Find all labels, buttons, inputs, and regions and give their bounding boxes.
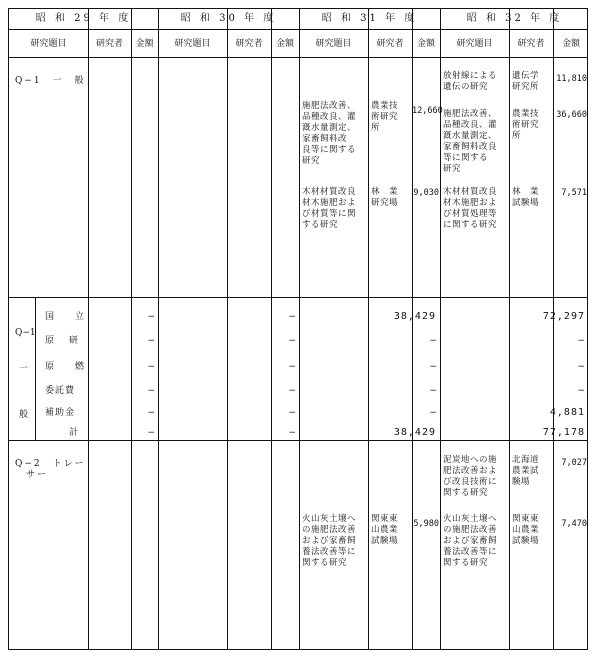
amount: 5,980 (413, 519, 439, 529)
amount: − (288, 312, 296, 322)
research-topic: 木材材質改良 材木施肥およ び材質処理等 に関する研究 (443, 187, 498, 230)
col-header-amount: 金額 (416, 39, 435, 49)
col-divider (131, 9, 132, 649)
amount: 7,571 (561, 188, 587, 198)
amount: − (147, 312, 155, 322)
col-header-researcher: 研究者 (376, 39, 404, 49)
col-header-amount: 金額 (561, 39, 580, 49)
year-header: 昭 和 29 年 度 (35, 13, 132, 24)
col-divider (227, 9, 228, 649)
research-topic: 木材材質改良 材木施肥およ び材質等に関 する研究 (302, 187, 357, 230)
researcher: 農業技 術研究 所 (512, 109, 540, 141)
research-topic: 泥炭地への施 肥法改善およ び改良技術に 関する研究 (443, 455, 498, 498)
researcher: 北海道 農業試 験場 (512, 455, 540, 487)
side-label: Q−1 (15, 328, 36, 338)
section-divider (9, 440, 587, 441)
col-header-topic: 研究題目 (456, 39, 493, 49)
amount: 11,810 (556, 74, 587, 84)
row-label: 委託費 (45, 386, 76, 396)
col-header-topic: 研究題目 (30, 39, 67, 49)
amount: 9,030 (413, 188, 439, 198)
amount: − (147, 336, 155, 346)
researcher: 林 業 試験場 (512, 187, 540, 208)
side-label: 般 (19, 410, 29, 420)
amount: 7,027 (561, 458, 587, 468)
row-label: 国 立 (45, 312, 91, 322)
year-header: 昭 和 32 年 度 (466, 13, 563, 24)
amount: − (288, 408, 296, 418)
research-topic: 施肥法改善、 品種改良、灌 漑水量測定、 家畜飼料改 良等に関する 研究 (302, 101, 357, 166)
research-topic: 施肥法改善、 品種改良、灌 漑水量測定、 家畜飼料改良 等に関する 研究 (443, 109, 498, 174)
section-label: Q−1 一 般 (15, 76, 86, 86)
amount: − (147, 408, 155, 418)
year-divider (440, 9, 441, 649)
amount: − (288, 428, 296, 438)
researcher: 林 業 研究場 (371, 187, 399, 208)
col-header-amount: 金額 (275, 39, 294, 49)
year-header: 昭 和 31 年 度 (321, 13, 418, 24)
side-label: 一 (19, 364, 29, 374)
col-divider (368, 9, 369, 649)
col-header-researcher: 研究者 (517, 39, 545, 49)
col-header-topic: 研究題目 (174, 39, 211, 49)
col-divider (88, 9, 89, 649)
amount: 77,178 (542, 427, 585, 438)
col-header-researcher: 研究者 (95, 39, 123, 49)
amount: − (288, 362, 296, 372)
researcher: 関東東 山農業 試験場 (512, 514, 540, 546)
amount: − (577, 386, 585, 396)
col-divider (271, 9, 272, 649)
amount: − (429, 336, 437, 346)
amount: − (577, 336, 585, 346)
amount: − (577, 362, 585, 372)
amount: 38,429 (393, 311, 436, 322)
year-divider (299, 9, 300, 649)
row-label: 原 燃 (45, 362, 91, 372)
section-divider (9, 297, 587, 298)
header-bottom (9, 57, 587, 58)
amount: − (288, 386, 296, 396)
amount: 36,660 (556, 110, 587, 120)
amount: − (147, 386, 155, 396)
research-topic: 火山灰土壌へ の施肥法改善 および家畜飼 養法改善等に 関する研究 (302, 514, 357, 568)
row-label: 補助金 (45, 408, 76, 418)
col-header-researcher: 研究者 (235, 39, 263, 49)
amount: − (147, 362, 155, 372)
amount: 4,881 (549, 407, 585, 418)
researcher: 関東東 山農業 試験場 (371, 514, 399, 546)
researcher: 遺伝学 研究所 (512, 71, 540, 92)
research-topic: 火山灰土壌へ の施肥法改善 および家畜飼 養法改善等に 関する研究 (443, 514, 498, 568)
col-header-topic: 研究題目 (315, 39, 352, 49)
col-divider (509, 9, 510, 649)
section-label: Q−2 トレー サー (15, 459, 86, 480)
amount: − (288, 336, 296, 346)
researcher: 農業技 術研究 所 (371, 101, 399, 133)
col-divider (553, 9, 554, 649)
year-divider (158, 9, 159, 649)
amount: 7,470 (561, 519, 587, 529)
amount: − (147, 428, 155, 438)
year-header: 昭 和 30 年 度 (180, 13, 277, 24)
research-topic: 放射線による 遺伝の研究 (443, 71, 498, 92)
amount: − (429, 386, 437, 396)
budget-table (8, 8, 588, 650)
col-header-amount: 金額 (135, 39, 154, 49)
row-label: 計 (69, 428, 79, 438)
row-label: 原 研 (45, 336, 84, 346)
amount: − (429, 362, 437, 372)
amount: 38,429 (393, 427, 436, 438)
amount: 72,297 (542, 311, 585, 322)
side-label-divider (35, 297, 36, 440)
amount: 12,660 (412, 106, 443, 116)
amount: − (429, 408, 437, 418)
header-divider (9, 29, 587, 30)
